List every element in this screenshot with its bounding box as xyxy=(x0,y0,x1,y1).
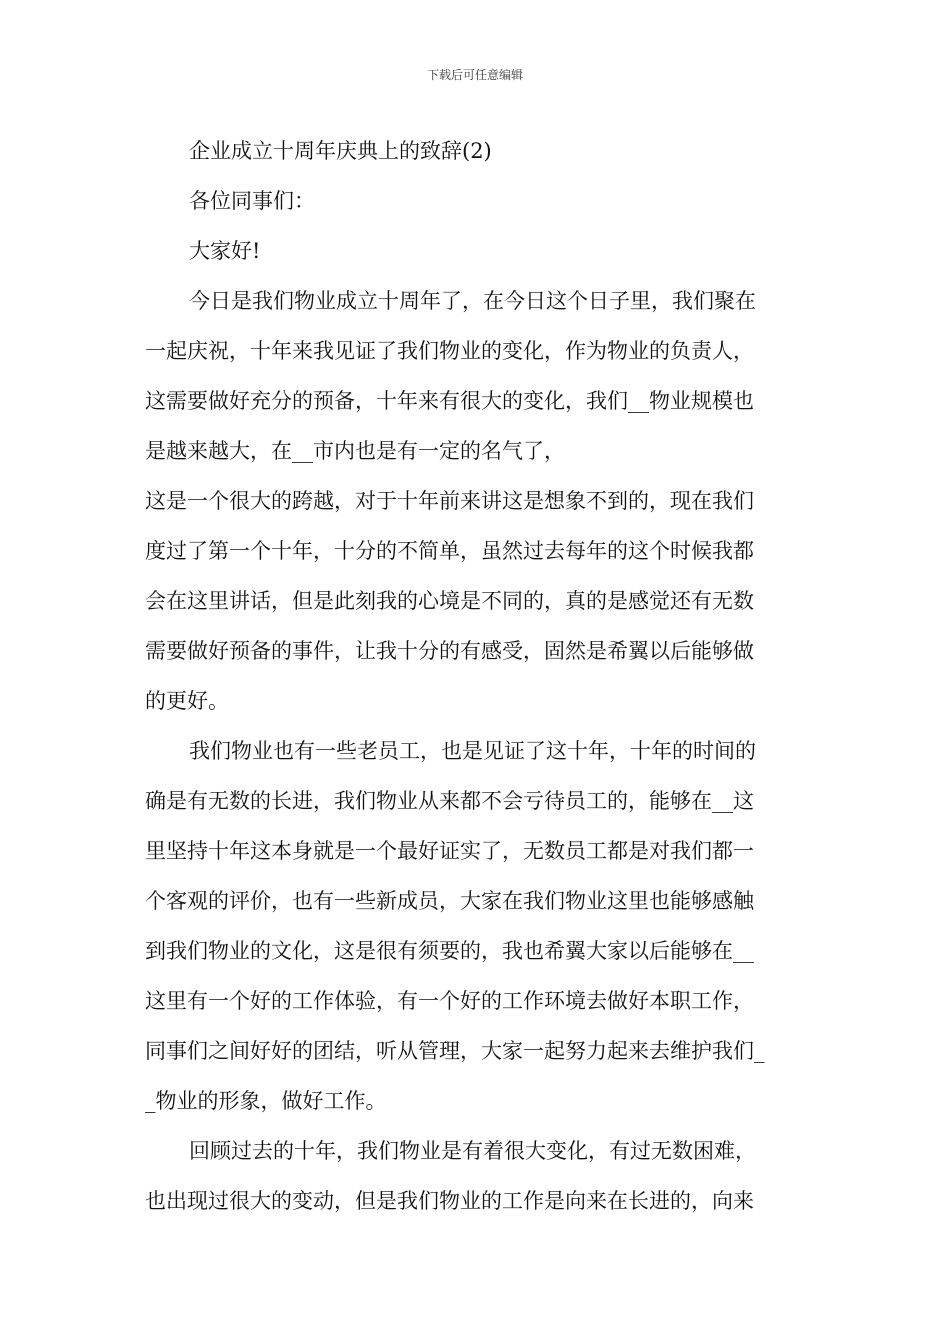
text-line: 今日是我们物业成立十周年了，在今日这个日子里，我们聚在 xyxy=(189,289,756,313)
text-line: 也出现过很大的变动，但是我们物业的工作是向来在长进的，向来 xyxy=(145,1189,754,1213)
text-line: _物业的形象，做好工作。 xyxy=(145,1089,387,1113)
text-line: 各位同事们： xyxy=(189,189,315,213)
text-line: 个客观的评价，也有一些新成员，大家在我们物业这里也能够感触 xyxy=(145,889,754,913)
text-line: 需要做好预备的事件，让我十分的有感受，固然是希翼以后能够做 xyxy=(145,639,754,663)
text-line: 大家好! xyxy=(189,239,261,263)
text-line: 我们物业也有一些老员工，也是见证了这十年，十年的时间的 xyxy=(189,739,756,763)
text-line: 这里有一个好的工作体验，有一个好的工作环境去做好本职工作， xyxy=(145,989,754,1013)
text-line: 是越来越大，在__市内也是有一定的名气了， xyxy=(145,439,565,463)
page-header-note: 下载后可任意编辑 xyxy=(426,68,523,82)
text-line: 确是有无数的长进，我们物业从来都不会亏待员工的，能够在__这 xyxy=(145,789,754,813)
text-line: 到我们物业的文化，这是很有须要的，我也希翼大家以后能够在__ xyxy=(145,939,754,963)
text-line: 会在这里讲话，但是此刻我的心境是不同的，真的是感觉还有无数 xyxy=(145,589,754,613)
text-line: 同事们之间好好的团结，听从管理，大家一起努力起来去维护我们_ xyxy=(145,1039,765,1063)
text-line: 一起庆祝，十年来我见证了我们物业的变化，作为物业的负责人， xyxy=(145,339,754,363)
text-line: 这需要做好充分的预备，十年来有很大的变化，我们__物业规模也 xyxy=(145,389,754,413)
text-line: 的更好。 xyxy=(145,689,229,713)
text-line: 里坚持十年这本身就是一个最好证实了，无数员工都是对我们都一 xyxy=(145,839,754,863)
text-line: 回顾过去的十年，我们物业是有着很大变化，有过无数困难， xyxy=(189,1139,756,1163)
document-title: 企业成立十周年庆典上的致辞(2) xyxy=(189,139,492,163)
text-line: 度过了第一个十年，十分的不简单，虽然过去每年的这个时候我都 xyxy=(145,539,754,563)
document-body xyxy=(145,136,805,1236)
text-line: 这是一个很大的跨越，对于十年前来讲这是想象不到的，现在我们 xyxy=(145,489,754,513)
